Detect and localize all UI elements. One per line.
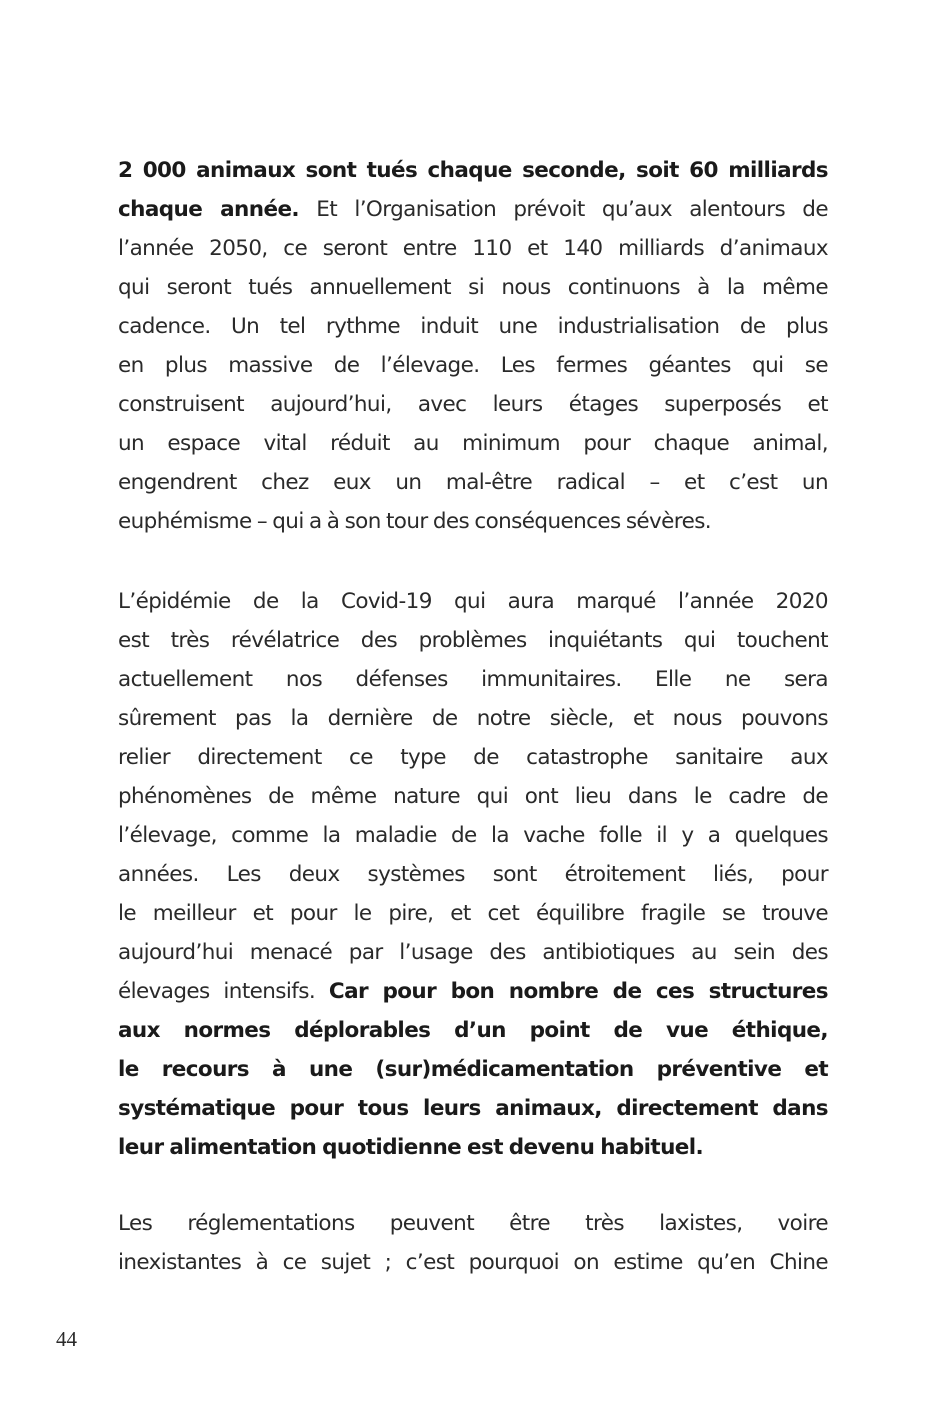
text-line (118, 151, 828, 190)
bold-text-run: systématique pour tous leurs animaux, directement dans (118, 1096, 828, 1121)
text-line (118, 855, 828, 894)
page-number: 44 (56, 1327, 77, 1351)
text-run: construisent aujourd’hui, avec leurs étages superposés et (118, 392, 828, 417)
text-run: Et l’Organisation prévoit qu’aux alentours de (299, 197, 828, 222)
text-line (118, 972, 828, 1011)
text-run: Les réglementations peuvent être très laxistes, voire (118, 1211, 828, 1236)
text-run: L’épidémie de la Covid-19 qui aura marqué l’année 2020 (118, 589, 828, 614)
paragraph-2 (118, 582, 828, 1167)
text-run: actuellement nos défenses immunitaires. Elle ne sera (118, 667, 828, 692)
text-line (118, 1050, 828, 1089)
text-line (118, 621, 828, 660)
text-run: aujourd’hui menacé par l’usage des antibiotiques au sein des (118, 940, 828, 965)
text-run: l’année 2050, ce seront entre 110 et 140 milliards d’animaux (118, 236, 828, 261)
text-line (118, 385, 828, 424)
bold-text-run: le recours à une (sur)médicamentation préventive et (118, 1057, 828, 1082)
text-run: cadence. Un tel rythme induit une industrialisation de plus (118, 314, 828, 339)
text-line (118, 463, 828, 502)
bold-text-run: aux normes déplorables d’un point de vue éthique, (118, 1018, 828, 1043)
text-line (118, 307, 828, 346)
text-line (118, 346, 828, 385)
text-line (118, 894, 828, 933)
text-run: engendrent chez eux un mal-être radical – et c’est un (118, 470, 828, 495)
text-run: qui seront tués annuellement si nous continuons à la même (118, 275, 828, 300)
paragraph-1 (118, 151, 828, 541)
text-line (118, 268, 828, 307)
text-line (118, 660, 828, 699)
bold-text-run: 2 000 animaux sont tués chaque seconde, soit 60 milliards (118, 158, 828, 183)
text-run: inexistantes à ce sujet ; c’est pourquoi on estime qu’en Chine (118, 1250, 828, 1275)
text-run: l’élevage, comme la maladie de la vache folle il y a quelques (118, 823, 828, 848)
text-line (118, 424, 828, 463)
text-run: sûrement pas la dernière de notre siècle, et nous pouvons (118, 706, 828, 731)
text-run: élevages intensifs. (118, 979, 329, 1004)
text-line (118, 229, 828, 268)
text-line (118, 582, 828, 621)
text-line (118, 502, 828, 541)
text-run: est très révélatrice des problèmes inquiétants qui touchent (118, 628, 828, 653)
text-line (118, 1204, 828, 1243)
text-run: le meilleur et pour le pire, et cet équilibre fragile se trouve (118, 901, 828, 926)
text-line (118, 933, 828, 972)
text-run: phénomènes de même nature qui ont lieu dans le cadre de (118, 784, 828, 809)
paragraph-3 (118, 1204, 828, 1282)
text-run: un espace vital réduit au minimum pour chaque animal, (118, 431, 828, 456)
text-run: en plus massive de l’élevage. Les fermes géantes qui se (118, 353, 828, 378)
text-run: euphémisme – qui a à son tour des conséquences sévères. (118, 509, 712, 534)
text-line (118, 1011, 828, 1050)
text-line (118, 1089, 828, 1128)
bold-text-run: Car pour bon nombre de ces structures (328, 979, 828, 1004)
text-line (118, 777, 828, 816)
text-run: années. Les deux systèmes sont étroitement liés, pour (118, 862, 828, 887)
text-line (118, 1243, 828, 1282)
text-run: relier directement ce type de catastrophe sanitaire aux (118, 745, 828, 770)
text-line (118, 816, 828, 855)
bold-text-run: leur alimentation quotidienne est devenu habituel. (118, 1135, 704, 1160)
text-line (118, 1128, 828, 1167)
bold-text-run: chaque année. (118, 197, 299, 222)
text-line (118, 190, 828, 229)
text-line (118, 738, 828, 777)
text-line (118, 699, 828, 738)
